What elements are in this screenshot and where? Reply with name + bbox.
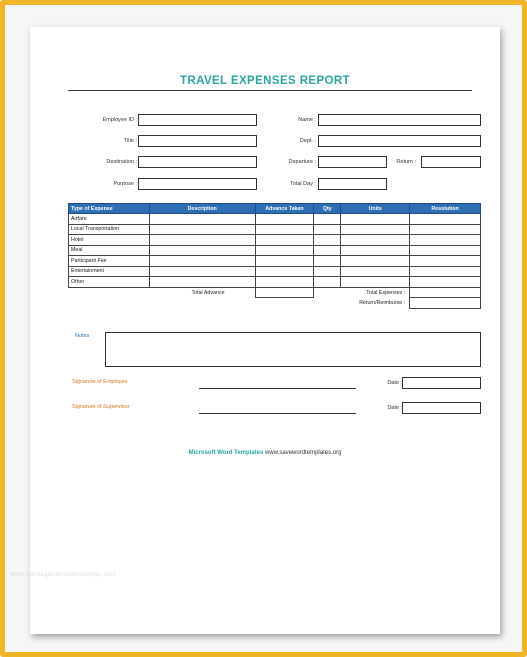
employee-date-field[interactable] (402, 377, 481, 389)
table-row (69, 266, 481, 277)
table-cell[interactable] (314, 266, 341, 277)
table-cell[interactable] (341, 235, 410, 246)
table-cell[interactable] (314, 256, 341, 267)
table-cell[interactable] (410, 277, 481, 288)
header-description: Description (149, 204, 255, 214)
total-day-field[interactable] (318, 178, 387, 190)
title-rule (68, 90, 472, 91)
expense-table (68, 203, 481, 309)
table-cell[interactable] (410, 266, 481, 277)
expense-type-cell: Local Transportation (69, 224, 150, 235)
document-page (30, 27, 500, 634)
expense-table-header (69, 204, 481, 214)
return-label: Return : (396, 159, 416, 165)
table-row (69, 224, 481, 235)
footer (30, 450, 500, 456)
employee-id-label: Employee ID : (102, 117, 137, 123)
purpose-label: Purpose : (113, 181, 137, 187)
spacer-cell (69, 298, 256, 309)
total-expenses-field[interactable] (410, 287, 481, 298)
return-reimburse-label: Return/Reimburse : (359, 299, 406, 306)
table-cell[interactable] (149, 235, 255, 246)
expense-type-cell: Other (69, 277, 150, 288)
name-field[interactable] (318, 114, 481, 126)
title-field[interactable] (138, 135, 257, 147)
table-cell[interactable] (149, 245, 255, 256)
departure-field[interactable] (318, 156, 387, 168)
dept-label: Dept. : (299, 138, 316, 144)
table-cell[interactable] (255, 277, 314, 288)
table-cell[interactable] (410, 235, 481, 246)
table-cell[interactable] (255, 235, 314, 246)
table-row (69, 277, 481, 288)
totals-row (69, 287, 481, 298)
table-cell[interactable] (341, 214, 410, 225)
header-units: Units (341, 204, 410, 214)
expense-type-cell: Participant Fee (69, 256, 150, 267)
header-qty: Qty (314, 204, 341, 214)
expense-type-cell: Hotel (69, 235, 150, 246)
departure-label: Departure : (288, 159, 316, 165)
table-cell[interactable] (314, 235, 341, 246)
supervisor-signature-line[interactable] (199, 413, 356, 414)
return-field[interactable] (421, 156, 481, 168)
employee-signature-line[interactable] (199, 388, 356, 389)
table-cell[interactable] (149, 266, 255, 277)
purpose-field[interactable] (138, 178, 257, 190)
table-cell[interactable] (410, 245, 481, 256)
watermark: www.heritagechristiancollege.com (10, 572, 117, 578)
table-cell[interactable] (149, 214, 255, 225)
table-cell[interactable] (314, 224, 341, 235)
table-cell[interactable] (341, 256, 410, 267)
table-cell[interactable] (149, 224, 255, 235)
supervisor-date-label: Date : (387, 405, 402, 411)
table-cell[interactable] (341, 245, 410, 256)
supervisor-signature-label: Signature of Supervisor (72, 404, 130, 410)
notes-field[interactable] (105, 332, 481, 367)
destination-label: Destination : (106, 159, 137, 165)
total-advance-field[interactable] (255, 287, 314, 298)
destination-field[interactable] (138, 156, 257, 168)
table-cell[interactable] (341, 266, 410, 277)
table-cell[interactable] (255, 214, 314, 225)
employee-signature-label: Signature of Employee (72, 379, 128, 385)
table-cell[interactable] (255, 224, 314, 235)
table-cell[interactable] (255, 256, 314, 267)
table-row (69, 256, 481, 267)
employee-id-field[interactable] (138, 114, 257, 126)
title-label: Title : (123, 138, 137, 144)
table-cell[interactable] (255, 266, 314, 277)
table-cell[interactable] (410, 224, 481, 235)
table-cell[interactable] (341, 277, 410, 288)
expense-type-cell: Airfare (69, 214, 150, 225)
name-label: Name : (298, 117, 316, 123)
table-cell[interactable] (314, 277, 341, 288)
dept-field[interactable] (318, 135, 481, 147)
footer-brand: Microsoft Word Templates (188, 450, 264, 456)
header-type-of-expense: Type of Expense (69, 204, 150, 214)
table-cell[interactable] (255, 245, 314, 256)
table-cell[interactable] (410, 256, 481, 267)
report-title: TRAVEL EXPENSES REPORT (179, 75, 351, 87)
return-reimburse-field[interactable] (410, 298, 481, 309)
notes-label: Notes (75, 333, 90, 339)
footer-url[interactable]: www.savewordtemplates.org (265, 450, 342, 456)
table-row (69, 214, 481, 225)
table-cell[interactable] (314, 214, 341, 225)
expense-type-cell: Meal (69, 245, 150, 256)
table-cell[interactable] (149, 256, 255, 267)
table-row (69, 245, 481, 256)
table-row (69, 235, 481, 246)
total-expenses-label: Total Expenses : (366, 289, 406, 296)
header-advance-taken: Advance Taken (255, 204, 314, 214)
table-cell[interactable] (314, 245, 341, 256)
table-cell[interactable] (341, 224, 410, 235)
table-cell[interactable] (410, 214, 481, 225)
total-advance-label: Total Advance (191, 289, 225, 296)
employee-date-label: Date : (387, 380, 402, 386)
header-resolution: Resolution (410, 204, 481, 214)
spacer-cell (255, 298, 314, 309)
supervisor-date-field[interactable] (402, 402, 481, 414)
reimburse-row (69, 298, 481, 309)
expense-type-cell: Entertainment (69, 266, 150, 277)
total-day-label: Total Day : (290, 181, 316, 187)
table-cell[interactable] (149, 277, 255, 288)
